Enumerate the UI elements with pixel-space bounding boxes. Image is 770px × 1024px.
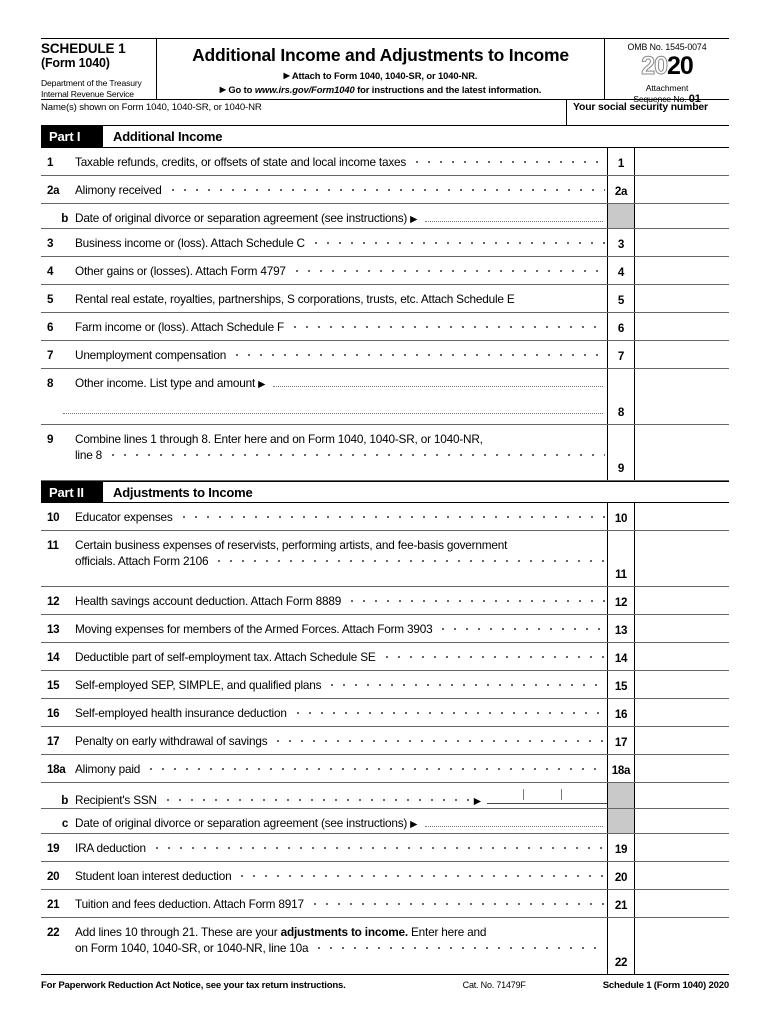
line-9-text-b: line 8 bbox=[75, 448, 103, 462]
line-18c-date-input[interactable] bbox=[425, 817, 603, 827]
line-11-number: 11 bbox=[47, 539, 59, 552]
line-22-number: 22 bbox=[47, 926, 60, 939]
table-row bbox=[41, 503, 729, 531]
line-17-description bbox=[41, 727, 608, 754]
line-15-box-number: 15 bbox=[608, 671, 635, 698]
line-18a-number: 18a bbox=[47, 763, 66, 776]
paperwork-notice: For Paperwork Reduction Act Notice, see your tax return instructions. bbox=[41, 979, 346, 991]
line-5-box-number: 5 bbox=[608, 285, 635, 312]
goto-prefix: Go to bbox=[228, 83, 253, 95]
table-row bbox=[41, 531, 729, 587]
line-18c-description bbox=[41, 809, 608, 833]
leader-dots bbox=[213, 557, 605, 565]
attach-instruction-text: Attach to Form 1040, 1040-SR, or 1040-NR. bbox=[291, 70, 478, 81]
line-6-number: 6 bbox=[47, 321, 54, 334]
line-2a-description bbox=[41, 176, 608, 203]
table-row bbox=[41, 918, 729, 974]
schedule-subtitle: (Form 1040) bbox=[41, 56, 110, 70]
table-row bbox=[41, 176, 729, 204]
table-row bbox=[41, 727, 729, 755]
leader-dots bbox=[162, 796, 469, 804]
line-14-description bbox=[41, 643, 608, 670]
table-row bbox=[41, 369, 729, 425]
line-21-description bbox=[41, 890, 608, 917]
attach-instruction bbox=[157, 69, 604, 83]
table-row bbox=[41, 257, 729, 285]
line-18b-description bbox=[41, 783, 608, 808]
line-17-box-number: 17 bbox=[608, 727, 635, 754]
line-2a-number: 2a bbox=[47, 184, 60, 197]
line-10-amount-input[interactable] bbox=[635, 503, 729, 530]
table-row bbox=[41, 699, 729, 727]
triangle-arrow-icon: ▶ bbox=[410, 819, 418, 830]
line-3-amount-input[interactable] bbox=[635, 229, 729, 256]
line-3-number: 3 bbox=[47, 237, 54, 250]
table-row bbox=[41, 587, 729, 615]
line-13-amount-input[interactable] bbox=[635, 615, 729, 642]
line-2b-box-shaded bbox=[608, 204, 635, 228]
schedule-title: SCHEDULE 1 bbox=[41, 41, 126, 56]
line-8-type-input[interactable] bbox=[273, 377, 603, 387]
line-14-text: Deductible part of self-employment tax. Attach Schedule SE bbox=[75, 650, 376, 664]
taxpayer-name-label: Name(s) shown on Form 1040, 1040-SR, or 1040-NR bbox=[41, 102, 262, 113]
catalog-number: Cat. No. 71479F bbox=[462, 980, 526, 990]
line-12-box-number: 12 bbox=[608, 587, 635, 614]
line-7-box-number: 7 bbox=[608, 341, 635, 368]
line-4-description bbox=[41, 257, 608, 284]
table-row bbox=[41, 204, 729, 229]
part-2-title: Adjustments to Income bbox=[113, 484, 253, 500]
table-row bbox=[41, 313, 729, 341]
department-line-2: Internal Revenue Service bbox=[41, 89, 134, 99]
leader-dots bbox=[272, 737, 605, 745]
line-8-box-number: 8 bbox=[608, 369, 635, 424]
line-16-box-number: 16 bbox=[608, 699, 635, 726]
line-12-text: Health savings account deduction. Attach Form 8889 bbox=[75, 594, 342, 608]
line-3-description bbox=[41, 229, 608, 256]
line-15-amount-input[interactable] bbox=[635, 671, 729, 698]
tax-year-prefix: 20 bbox=[641, 52, 667, 80]
line-13-description bbox=[41, 615, 608, 642]
line-13-box-number: 13 bbox=[608, 615, 635, 642]
line-21-text: Tuition and fees deduction. Attach Form 8917 bbox=[75, 897, 304, 911]
line-19-number: 19 bbox=[47, 842, 60, 855]
line-2b-amount-blank bbox=[635, 204, 729, 228]
line-9-amount-input[interactable] bbox=[635, 425, 729, 480]
line-10-box-number: 10 bbox=[608, 503, 635, 530]
line-2b-description bbox=[41, 204, 608, 228]
attachment-label-2: Sequence No. bbox=[633, 93, 687, 104]
line-1-box-number: 1 bbox=[608, 148, 635, 175]
table-row bbox=[41, 425, 729, 481]
line-9-description bbox=[41, 425, 608, 480]
leader-dots bbox=[411, 158, 605, 166]
line-18c-text: Date of original divorce or separation agreement (see instructions) bbox=[75, 816, 408, 830]
header-left-block bbox=[41, 39, 157, 99]
line-12-number: 12 bbox=[47, 595, 60, 608]
form-reference: Schedule 1 (Form 1040) 2020 bbox=[602, 979, 729, 991]
part-1-banner bbox=[41, 126, 729, 148]
leader-dots bbox=[309, 900, 605, 908]
triangle-arrow-icon: ▶ bbox=[410, 214, 418, 225]
line-7-text: Unemployment compensation bbox=[75, 348, 227, 362]
line-20-box-number: 20 bbox=[608, 862, 635, 889]
line-18c-number: c bbox=[61, 817, 68, 830]
line-3-box-number: 3 bbox=[608, 229, 635, 256]
line-10-description bbox=[41, 503, 608, 530]
line-11-description bbox=[41, 531, 608, 586]
line-3-text: Business income or (loss). Attach Schedule C bbox=[75, 236, 305, 250]
ssn-divider-2 bbox=[561, 789, 562, 800]
table-row bbox=[41, 341, 729, 369]
table-row bbox=[41, 643, 729, 671]
form-footer bbox=[41, 974, 729, 995]
line-1-text: Taxable refunds, credits, or offsets of state and local income taxes bbox=[75, 155, 407, 169]
line-5-number: 5 bbox=[47, 293, 54, 306]
line-17-number: 17 bbox=[47, 735, 60, 748]
triangle-arrow-icon: ▶ bbox=[258, 379, 266, 390]
name-ssn-row bbox=[41, 100, 729, 126]
line-8-text: Other income. List type and amount bbox=[75, 376, 256, 390]
part-2-banner bbox=[41, 481, 729, 503]
line-18b-recipient-ssn-input[interactable] bbox=[487, 789, 607, 804]
line-20-text: Student loan interest deduction bbox=[75, 869, 232, 883]
leader-dots bbox=[178, 513, 605, 521]
tax-year bbox=[605, 54, 729, 82]
leader-dots bbox=[289, 323, 605, 331]
line-2a-box-number: 2a bbox=[608, 176, 635, 203]
line-15-number: 15 bbox=[47, 679, 60, 692]
line-1-number: 1 bbox=[47, 156, 54, 169]
line-11-text-a: Certain business expenses of reservists, performing artists, and fee-basis government bbox=[75, 538, 508, 552]
leader-dots bbox=[292, 709, 605, 717]
line-18c-box-shaded bbox=[608, 809, 635, 833]
table-row bbox=[41, 862, 729, 890]
line-18a-text: Alimony paid bbox=[75, 762, 141, 776]
line-18b-number: b bbox=[61, 794, 68, 807]
tax-year-suffix: 20 bbox=[667, 52, 693, 80]
line-4-amount-input[interactable] bbox=[635, 257, 729, 284]
line-14-number: 14 bbox=[47, 651, 60, 664]
line-17-amount-input[interactable] bbox=[635, 727, 729, 754]
line-5-description bbox=[41, 285, 608, 312]
line-19-text: IRA deduction bbox=[75, 841, 146, 855]
leader-dots bbox=[381, 653, 605, 661]
line-8-description bbox=[41, 369, 608, 424]
part-1-rows bbox=[41, 148, 729, 481]
table-row bbox=[41, 755, 729, 783]
leader-dots bbox=[326, 681, 605, 689]
line-12-description bbox=[41, 587, 608, 614]
line-20-number: 20 bbox=[47, 870, 60, 883]
line-7-number: 7 bbox=[47, 349, 54, 362]
line-1-amount-input[interactable] bbox=[635, 148, 729, 175]
line-6-description bbox=[41, 313, 608, 340]
part-1-title: Additional Income bbox=[113, 129, 223, 144]
ssn-label: Your social security number bbox=[573, 102, 708, 113]
line-16-number: 16 bbox=[47, 707, 60, 720]
line-16-text: Self-employed health insurance deduction bbox=[75, 706, 287, 720]
header-center-block bbox=[157, 39, 605, 99]
triangle-arrow-icon: ▶ bbox=[219, 84, 226, 94]
table-row bbox=[41, 783, 729, 809]
table-row bbox=[41, 285, 729, 313]
table-row bbox=[41, 229, 729, 257]
line-21-box-number: 21 bbox=[608, 890, 635, 917]
table-row bbox=[41, 809, 729, 834]
leader-dots bbox=[437, 625, 605, 633]
line-6-box-number: 6 bbox=[608, 313, 635, 340]
line-8-type-input-2[interactable] bbox=[63, 413, 603, 414]
line-19-amount-input[interactable] bbox=[635, 834, 729, 861]
triangle-arrow-icon: ▶ bbox=[473, 796, 481, 807]
line-18a-amount-input[interactable] bbox=[635, 755, 729, 782]
line-21-amount-input[interactable] bbox=[635, 890, 729, 917]
line-8-number: 8 bbox=[47, 377, 54, 390]
table-row bbox=[41, 671, 729, 699]
line-4-box-number: 4 bbox=[608, 257, 635, 284]
line-22-emphasis: adjustments to income. bbox=[280, 925, 408, 939]
leader-dots bbox=[145, 765, 605, 773]
line-22-text-a1: Add lines 10 through 21. These are your bbox=[75, 925, 281, 939]
line-14-box-number: 14 bbox=[608, 643, 635, 670]
line-19-box-number: 19 bbox=[608, 834, 635, 861]
irs-url-link[interactable]: www.irs.gov/Form1040 bbox=[254, 83, 355, 95]
line-10-number: 10 bbox=[47, 511, 60, 524]
part-2-tag: Part II bbox=[41, 482, 103, 502]
line-22-text-b: on Form 1040, 1040-SR, or 1040-NR, line 10a bbox=[75, 941, 309, 955]
line-2a-text: Alimony received bbox=[75, 183, 162, 197]
line-9-number: 9 bbox=[47, 433, 54, 446]
goto-instruction bbox=[157, 83, 604, 97]
part-2-rows bbox=[41, 503, 729, 974]
line-16-amount-input[interactable] bbox=[635, 699, 729, 726]
line-13-number: 13 bbox=[47, 623, 60, 636]
leader-dots bbox=[107, 451, 605, 459]
line-7-description bbox=[41, 341, 608, 368]
line-17-text: Penalty on early withdrawal of savings bbox=[75, 734, 268, 748]
line-10-text: Educator expenses bbox=[75, 510, 173, 524]
line-22-text-a2: Enter here and bbox=[407, 925, 487, 939]
line-1-description bbox=[41, 148, 608, 175]
line-18a-description bbox=[41, 755, 608, 782]
line-19-description bbox=[41, 834, 608, 861]
line-21-number: 21 bbox=[47, 898, 60, 911]
line-5-text: Rental real estate, royalties, partnerships, S corporations, trusts, etc. Attach Schedule E bbox=[75, 292, 515, 306]
ssn-divider-1 bbox=[523, 789, 524, 800]
leader-dots bbox=[310, 239, 605, 247]
form-page bbox=[41, 38, 729, 995]
leader-dots bbox=[291, 267, 605, 275]
line-16-description bbox=[41, 699, 608, 726]
leader-dots bbox=[231, 351, 605, 359]
form-header bbox=[41, 38, 729, 105]
line-4-text: Other gains or (losses). Attach Form 4797 bbox=[75, 264, 286, 278]
line-20-amount-input[interactable] bbox=[635, 862, 729, 889]
line-22-box-number: 22 bbox=[608, 918, 635, 974]
omb-number: OMB No. 1545-0074 bbox=[627, 42, 707, 52]
line-2a-amount-input[interactable] bbox=[635, 176, 729, 203]
line-2b-date-input[interactable] bbox=[425, 212, 603, 222]
leader-dots bbox=[151, 844, 605, 852]
taxpayer-name-field[interactable] bbox=[41, 100, 567, 125]
line-2b-number: b bbox=[61, 212, 68, 225]
line-5-amount-input[interactable] bbox=[635, 285, 729, 312]
table-row bbox=[41, 890, 729, 918]
leader-dots bbox=[346, 597, 605, 605]
line-18b-text: Recipient's SSN bbox=[75, 793, 157, 807]
page-title: Additional Income and Adjustments to Income bbox=[192, 45, 569, 65]
line-20-description bbox=[41, 862, 608, 889]
line-6-amount-input[interactable] bbox=[635, 313, 729, 340]
line-11-box-number: 11 bbox=[608, 531, 635, 586]
line-15-description bbox=[41, 671, 608, 698]
line-12-amount-input[interactable] bbox=[635, 587, 729, 614]
line-15-text: Self-employed SEP, SIMPLE, and qualified plans bbox=[75, 678, 322, 692]
ssn-field[interactable] bbox=[567, 100, 729, 125]
goto-suffix: for instructions and the latest information. bbox=[357, 83, 542, 95]
line-4-number: 4 bbox=[47, 265, 54, 278]
line-18b-box-shaded bbox=[608, 783, 635, 808]
attachment-label-1: Attachment bbox=[645, 83, 689, 93]
line-6-text: Farm income or (loss). Attach Schedule F bbox=[75, 320, 285, 334]
table-row bbox=[41, 615, 729, 643]
line-18a-box-number: 18a bbox=[608, 755, 635, 782]
line-14-amount-input[interactable] bbox=[635, 643, 729, 670]
attachment-sequence-number: 01 bbox=[688, 92, 701, 105]
line-9-box-number: 9 bbox=[608, 425, 635, 480]
line-8-amount-input[interactable] bbox=[635, 369, 729, 424]
header-right-block bbox=[605, 39, 729, 105]
part-1-tag: Part I bbox=[41, 126, 103, 147]
line-22-description bbox=[41, 918, 608, 974]
triangle-arrow-icon: ▶ bbox=[283, 71, 290, 80]
line-18c-amount-blank bbox=[635, 809, 729, 833]
line-18b-amount-blank bbox=[635, 783, 729, 808]
line-13-text: Moving expenses for members of the Armed Forces. Attach Form 3903 bbox=[75, 622, 433, 636]
line-9-text-a: Combine lines 1 through 8. Enter here and on Form 1040, 1040-SR, or 1040-NR, bbox=[75, 432, 483, 446]
table-row bbox=[41, 148, 729, 176]
line-2b-text: Date of original divorce or separation agreement (see instructions) bbox=[75, 211, 408, 225]
leader-dots bbox=[167, 186, 605, 194]
line-11-amount-input[interactable] bbox=[635, 531, 729, 586]
line-7-amount-input[interactable] bbox=[635, 341, 729, 368]
line-11-text-b: officials. Attach Form 2106 bbox=[75, 554, 209, 568]
leader-dots bbox=[236, 872, 605, 880]
table-row bbox=[41, 834, 729, 862]
line-22-text-a bbox=[75, 924, 486, 940]
leader-dots bbox=[313, 944, 605, 952]
department-line-1: Department of the Treasury bbox=[41, 78, 142, 88]
line-22-amount-input[interactable] bbox=[635, 918, 729, 974]
